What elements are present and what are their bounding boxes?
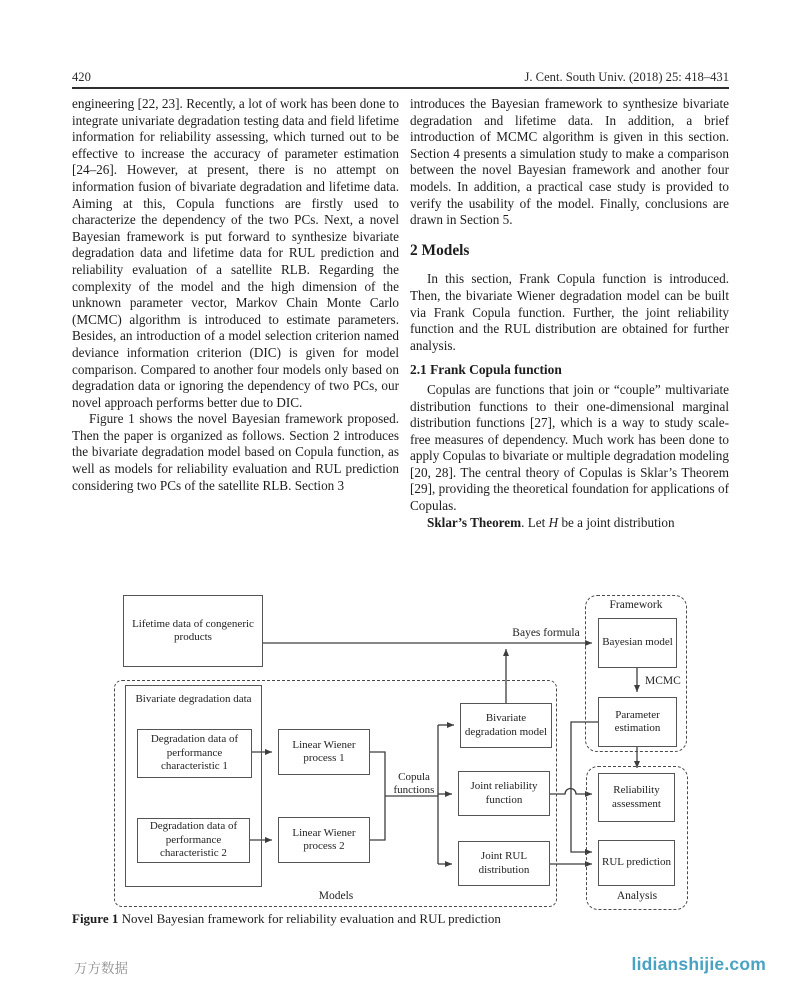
box-bivariate-degradation-model: Bivariate degradation model — [460, 703, 552, 748]
box-rul-prediction: RUL prediction — [598, 840, 675, 886]
label-bivariate-degradation-data: Bivariate degradation data — [135, 693, 252, 705]
box-joint-reliability-function: Joint reliability function — [458, 771, 550, 816]
box-reliability-assessment: Reliability assessment — [598, 773, 675, 822]
body-paragraph: Figure 1 shows the novel Bayesian framework proposed. Then the paper is organized as follows. Section 2 introduces the bivariate degradation model based on Copula function, as well as models for reliability evaluation and RUL prediction considering two PCs of the satellite RLB. Section 3 — [72, 411, 399, 493]
body-paragraph: In this section, Frank Copula function is introduced. Then, the bivariate Wiener degradation model can be built via Frank Copula function. Further, the joint reliability function and the RUL distribution are obtained for further analysis. — [410, 271, 729, 353]
figure-caption-label: Figure 1 — [72, 911, 119, 926]
box-linear-wiener-2: Linear Wiener process 2 — [278, 817, 370, 863]
figure-caption — [72, 911, 732, 927]
label-framework: Framework — [609, 599, 663, 611]
page-header — [72, 70, 729, 85]
label-analysis: Analysis — [616, 890, 658, 902]
label-models: Models — [318, 890, 354, 902]
box-lifetime-data: Lifetime data of congeneric products — [123, 595, 263, 667]
right-column — [410, 96, 729, 531]
box-parameter-estimation: Parameter estimation — [598, 697, 677, 747]
header-rule — [72, 87, 729, 89]
body-paragraph: engineering [22, 23]. Recently, a lot of work has been done to integrate univariate degradation testing data and field lifetime information for reliability assessing, which turned out to be effective to increase the accuracy of parameter estimation [24–26]. However, at present, there is no attempt on information fusion of bivariate degradation and lifetime data. Aiming at this, Copula functions are firstly used to characterize the dependency of the two PCs. Next, a novel Bayesian framework is put forward to synthesize bivariate degradation data and lifetime data for RUL prediction and reliability evaluation of a satellite RLB. Regarding the complexity of the model and the high dimension of the unknown parameter vector, Markov Chain Monte Carlo (MCMC) algorithm is introduced to estimate parameters. Besides, an introduction of a model selection criterion named deviance information criterion (DIC) is given for model comparison. Compared to another four models only based on degradation data or ignoring the dependency of two PCs, our novel approach performs better due to DIC. — [72, 96, 399, 410]
theorem-name: Sklar’s Theorem — [427, 514, 522, 530]
journal-reference: J. Cent. South Univ. (2018) 25: 418–431 — [524, 70, 729, 84]
body-paragraph: introduces the Bayesian framework to synthesize bivariate degradation and lifetime data. In addition, a brief introduction of MCMC algorithm is given in this section. Section 4 presents a simulation study to make a comparison between the novel Bayesian framework and another four models. In addition, a practical case study is provided to verify the usability of the model. Finally, conclusions are drawn in Section 5. — [410, 96, 729, 228]
math-variable: H — [548, 514, 559, 530]
body-paragraph: Copulas are functions that join or “couple” multivariate distribution functions to their one-dimensional marginal distribution functions [27], which is a way to study scale-free measures of dependency. Much work has been done to apply Copulas to bivariate or multiple degradation modeling [20, 28]. The central theory of Copulas is Sklar’s Theorem [29], providing the theoretical foundation for applications of Copulas. — [410, 381, 729, 514]
box-bayesian-model: Bayesian model — [598, 618, 677, 668]
box-joint-rul-distribution: Joint RUL distribution — [458, 841, 550, 886]
box-linear-wiener-1: Linear Wiener process 1 — [278, 729, 370, 775]
box-degradation-data-2: Degradation data of performance characteristic 2 — [137, 818, 250, 863]
left-column — [72, 96, 399, 494]
watermark-text: 万方数据 — [74, 961, 128, 977]
theorem-paragraph: Sklar’s Theorem. Let H be a joint distribution — [427, 514, 675, 530]
label-copula-functions: Copula functions — [393, 771, 435, 797]
subsection-heading: 2.1 Frank Copula function — [410, 362, 562, 378]
section-heading: 2 Models — [410, 241, 470, 259]
figure-1-diagram — [70, 586, 742, 920]
label-bayes-formula: Bayes formula — [512, 627, 580, 639]
site-url-text: lidianshijie.com — [631, 954, 766, 974]
box-degradation-data-1: Degradation data of performance characteristic 1 — [137, 729, 252, 778]
page-number: 420 — [72, 70, 91, 84]
figure-caption-text: Novel Bayesian framework for reliability evaluation and RUL prediction — [121, 911, 501, 926]
label-mcmc: MCMC — [645, 675, 681, 687]
